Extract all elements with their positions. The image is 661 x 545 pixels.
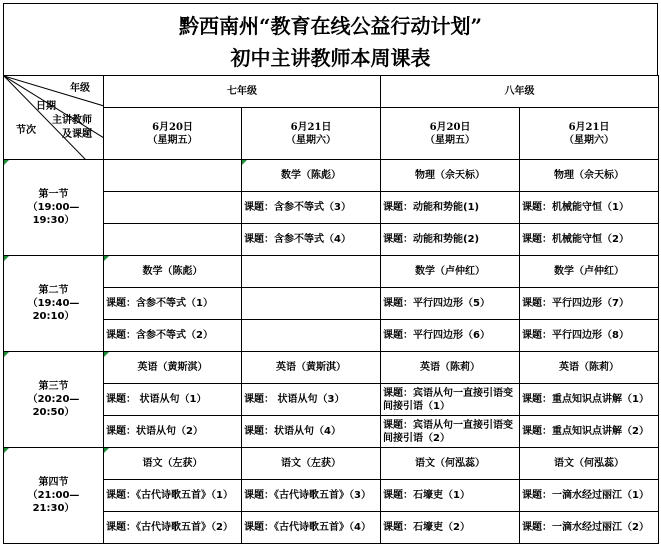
subject-cell: 语文（左获） <box>242 448 381 480</box>
lesson-cell: 课题： 状语从句（3） <box>242 384 381 416</box>
subject-cell: 物理（佘天标） <box>381 160 520 192</box>
lesson-cell: 课题：含参不等式（1） <box>104 288 242 320</box>
lesson-cell: 课题：平行四边形（6） <box>381 320 520 352</box>
lesson-cell: 课题：石壕吏（2） <box>381 512 520 544</box>
lesson-cell: 课题：平行四边形（7） <box>520 288 659 320</box>
corner-teacher-label: 主讲教师 <box>52 115 92 126</box>
title-line-1: 黔西南州“教育在线公益行动计划” <box>178 14 482 38</box>
subject-cell: 数学（陈彪） <box>104 256 242 288</box>
grade-header-8: 八年级 <box>381 76 659 108</box>
subject-cell: 英语（黄斯淇） <box>242 352 381 384</box>
corner-date-label: 日期 <box>36 101 56 112</box>
date-header: 6月21日 （星期六） <box>242 108 381 160</box>
lesson-cell <box>242 288 381 320</box>
title-block <box>3 3 658 75</box>
subject-cell: 英语（陈莉） <box>381 352 520 384</box>
corner-period-label: 节次 <box>16 125 36 136</box>
subject-cell <box>104 160 242 192</box>
lesson-cell: 课题：含参不等式（3） <box>242 192 381 224</box>
lesson-cell <box>104 224 242 256</box>
lesson-cell: 课题：状语从句（2） <box>104 416 242 448</box>
period-cell: 第二节 （19:40— 20:10） <box>4 256 104 352</box>
subject-cell: 数学（陈彪） <box>242 160 381 192</box>
subject-cell: 物理（佘天标） <box>520 160 659 192</box>
lesson-cell: 课题：平行四边形（8） <box>520 320 659 352</box>
lesson-cell: 课题：重点知识点讲解（1） <box>520 384 659 416</box>
timetable-sheet <box>3 3 658 540</box>
lesson-cell: 课题：含参不等式（2） <box>104 320 242 352</box>
schedule-table <box>3 75 659 544</box>
lesson-cell: 课题：机械能守恒（1） <box>520 192 659 224</box>
subject-cell: 数学（卢仲红） <box>381 256 520 288</box>
subject-cell: 语文（左获） <box>104 448 242 480</box>
lesson-cell: 课题：机械能守恒（2） <box>520 224 659 256</box>
subject-cell: 语文（何泓蕊） <box>381 448 520 480</box>
subject-cell: 语文（何泓蕊） <box>520 448 659 480</box>
period-cell: 第一节 （19:00— 19:30） <box>4 160 104 256</box>
lesson-cell: 课题：宾语从句一直接引语变间接引语（1） <box>381 384 520 416</box>
lesson-cell: 课题：状语从句（4） <box>242 416 381 448</box>
lesson-cell: 课题：动能和势能(1) <box>381 192 520 224</box>
date-header: 6月20日 （星期五） <box>104 108 242 160</box>
lesson-cell: 课题：平行四边形（5） <box>381 288 520 320</box>
lesson-cell: 课题：石壕吏（1） <box>381 480 520 512</box>
header-corner-cell <box>4 76 104 160</box>
subject-cell: 英语（陈莉） <box>520 352 659 384</box>
title-line-2: 初中主讲教师本周课表 <box>230 46 431 70</box>
grade-header-7: 七年级 <box>104 76 381 108</box>
subject-cell <box>242 256 381 288</box>
subject-cell: 英语（黄斯淇） <box>104 352 242 384</box>
corner-topic-label: 及课题 <box>62 129 92 140</box>
lesson-cell: 课题： 状语从句（1） <box>104 384 242 416</box>
lesson-cell: 课题：含参不等式（4） <box>242 224 381 256</box>
lesson-cell: 课题：一滴水经过丽江（2） <box>520 512 659 544</box>
period-cell: 第三节 （20:20— 20:50） <box>4 352 104 448</box>
lesson-cell: 课题：动能和势能(2) <box>381 224 520 256</box>
lesson-cell: 课题：重点知识点讲解（2） <box>520 416 659 448</box>
lesson-cell <box>104 192 242 224</box>
date-header: 6月21日 （星期六） <box>520 108 659 160</box>
lesson-cell: 课题：一滴水经过丽江（1） <box>520 480 659 512</box>
corner-grade-label: 年级 <box>70 83 90 94</box>
lesson-cell <box>242 320 381 352</box>
lesson-cell: 课题：《古代诗歌五首》（3） <box>242 480 381 512</box>
lesson-cell: 课题：《古代诗歌五首》（2） <box>104 512 242 544</box>
lesson-cell: 课题：《古代诗歌五首》（1） <box>104 480 242 512</box>
lesson-cell: 课题：《古代诗歌五首》（4） <box>242 512 381 544</box>
lesson-cell: 课题：宾语从句一直接引语变间接引语（2） <box>381 416 520 448</box>
subject-cell: 数学（卢仲红） <box>520 256 659 288</box>
date-header: 6月20日 （星期五） <box>381 108 520 160</box>
period-cell: 第四节 （21:00— 21:30） <box>4 448 104 544</box>
